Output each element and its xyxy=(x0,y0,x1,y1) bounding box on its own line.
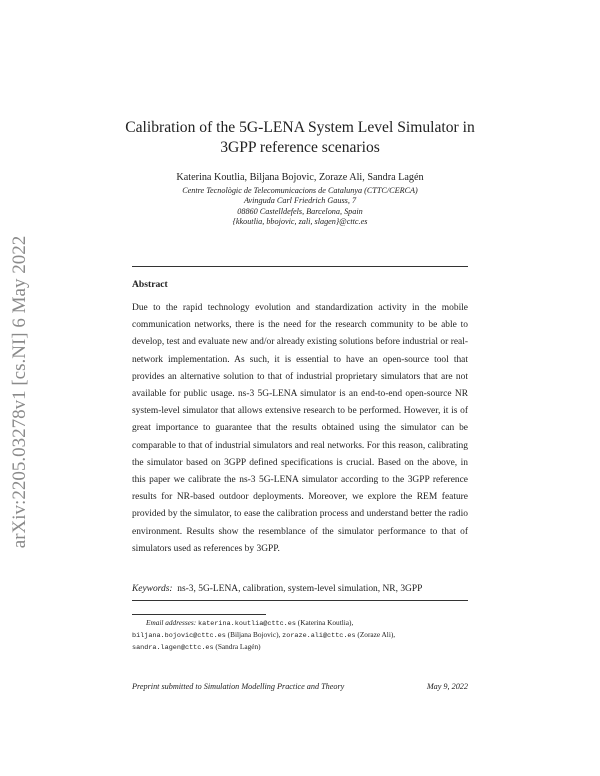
email-owner-koutlia: (Katerina Koutlia), xyxy=(297,618,354,627)
title-line-1: Calibration of the 5G-LENA System Level Simulator in xyxy=(125,119,475,136)
keywords-text: ns-3, 5G-LENA, calibration, system-level simulation, NR, 3GPP xyxy=(177,584,423,594)
arxiv-stamp xyxy=(4,212,36,572)
arxiv-identifier: arXiv:2205.03278v1 [cs.NI] 6 May 2022 xyxy=(9,235,30,549)
affiliation-city: 08860 Castelldefels, Barcelona, Spain xyxy=(237,206,363,216)
footnote-line-3 xyxy=(132,642,472,654)
affiliation-institution: Centre Tecnològic de Telecomunicacions de Catalunya (CTTC/CERCA) xyxy=(182,186,418,195)
title-line-2: 3GPP reference scenarios xyxy=(220,139,380,156)
keywords-label: Keywords: xyxy=(132,584,173,594)
email-link-ali[interactable]: zoraze.ali@cttc.es xyxy=(282,631,356,640)
affiliation-block xyxy=(100,186,500,228)
paper-title xyxy=(100,118,500,158)
abstract-top-rule xyxy=(132,266,468,267)
submission-date: May 9, 2022 xyxy=(426,682,468,691)
email-link-bojovic[interactable]: biljana.bojovic@cttc.es xyxy=(132,631,226,640)
keywords-line xyxy=(132,583,468,596)
author-list: Katerina Koutlia, Biljana Bojovic, Zoraze Ali, Sandra Lagén xyxy=(176,172,424,183)
abstract-heading: Abstract xyxy=(132,279,168,290)
footnote-emails xyxy=(132,618,472,653)
email-owner-lagen: (Sandra Lagén) xyxy=(215,641,261,651)
abstract-text: Due to the rapid technology evolution and standardization activity in the mobile communication networks, there is the need for the research community to be able to develop, test and evaluate new and/or already existing solutions before industrial or real-network implementation. As such, it is essential to have an open-source tool that provides an alternative solution to that of industrial proprietary simulators that are not available for public usage. ns-3 5G-LENA simulator is an end-to-end open-source NR system-level simulator that allows extensive research to be performed. However, it is of great importance to guarantee that the results obtained using the simulator can be comparable to that of industrial simulators and real networks. For this reason, calibrating the simulator based on 3GPP defined specifications is crucial. Based on the above, in this paper we calibrate the ns-3 5G-LENA simulator according to the 3GPP reference results for NR-based outdoor deployments. Moreover, we explore the REM feature provided by the simulator, to ease the calibration process and understand better the radio environment. Results show the resemblance of the simulator performance to that of simulators used as references by 3GPP. xyxy=(132,303,468,554)
footnote-line-1 xyxy=(132,618,472,630)
footnote-line-2 xyxy=(132,630,472,642)
affiliation-street: Avinguda Carl Friedrich Gauss, 7 xyxy=(243,196,357,206)
affiliation-emails: {kkoutlia, bbojovic, zali, slagen}@cttc.es xyxy=(232,217,368,227)
email-link-lagen[interactable]: sandra.lagen@cttc.es xyxy=(132,643,214,652)
footnote-rule xyxy=(132,614,266,615)
email-link-koutlia[interactable]: katerina.koutlia@cttc.es xyxy=(198,620,296,628)
email-owner-bojovic: (Biljana Bojovic), xyxy=(227,629,281,639)
preprint-note: Preprint submitted to Simulation Modelling Practice and Theory xyxy=(132,682,345,691)
abstract-bottom-rule xyxy=(132,600,468,601)
email-owner-ali: (Zoraze Ali), xyxy=(357,629,396,639)
footnote-label: Email addresses: xyxy=(146,618,197,627)
